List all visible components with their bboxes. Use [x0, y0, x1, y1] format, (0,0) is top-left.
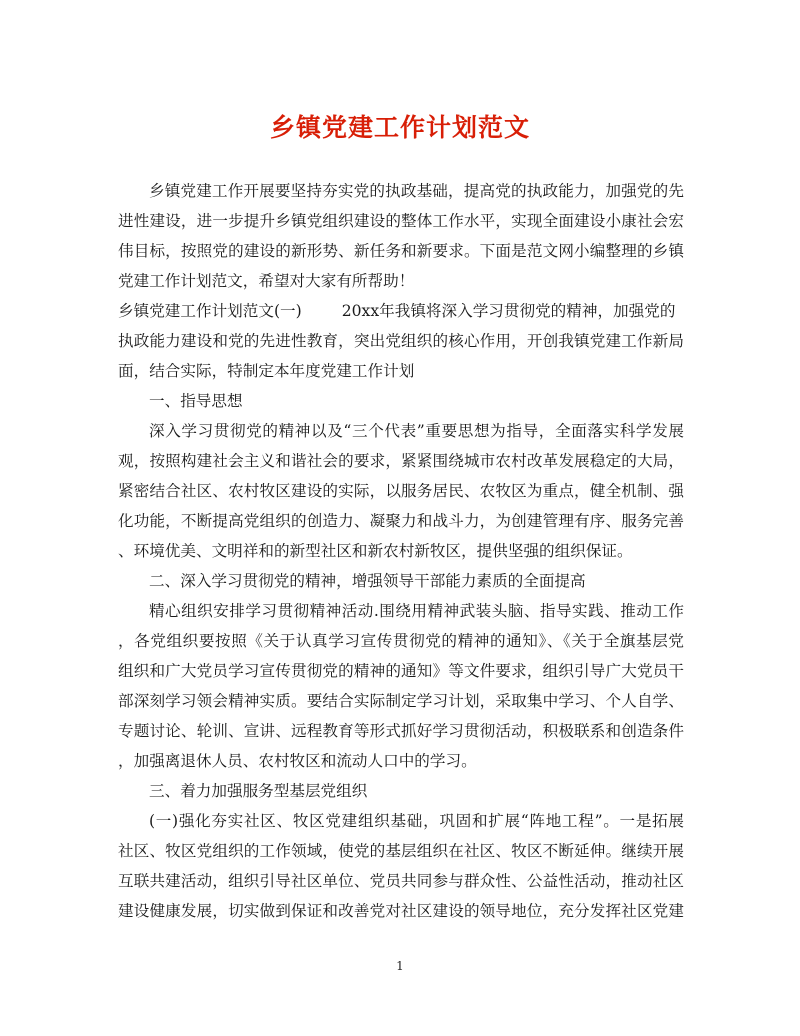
section-heading: 三、着力加强服务型基层党组织: [149, 782, 368, 800]
subtitle-line: [118, 296, 684, 326]
paragraph-line: ，各党组织要按照《关于认真学习宣传贯彻党的精神的通知》、《关于全旗基层党: [118, 632, 684, 650]
paragraph-line: (一)强化夯实社区、牧区党建组织基础，巩固和扩展“阵地工程”。一是拓展: [149, 812, 684, 830]
paragraph-line: 面，结合实际，特制定本年度党建工作计划: [118, 362, 415, 380]
section-subtitle: 乡镇党建工作计划范文(一): [118, 302, 302, 320]
paragraph-line: 深入学习贯彻党的精神以及“三个代表”重要思想为指导，全面落实科学发展: [149, 422, 684, 440]
paragraph-line: 专题讨论、轮训、宣讲、远程教育等形式抓好学习贯彻活动，积极联系和创造条件: [118, 722, 684, 740]
document-body: [118, 176, 684, 926]
paragraph-line: 乡镇党建工作开展要坚持夯实党的执政基础，提高党的执政能力，加强党的先: [149, 182, 684, 200]
paragraph-line: 组织和广大党员学习宣传贯彻党的精神的通知》等文件要求，组织引导广大党员干: [118, 662, 684, 680]
paragraph-line: 伟目标，按照党的建设的新形势、新任务和新要求。下面是范文网小编整理的乡镇: [118, 242, 684, 260]
section-heading: 一、指导思想: [149, 392, 243, 410]
page-number: 1: [396, 959, 404, 973]
paragraph-line: 部深刻学习领会精神实质。要结合实际制定学习计划，采取集中学习、个人自学、: [118, 692, 684, 710]
paragraph-line: 进性建设，进一步提升乡镇党组织建设的整体工作水平，实现全面建设小康社会宏: [118, 212, 684, 230]
paragraph-text: 20xx年我镇将深入学习贯彻党的精神，加强党的: [341, 302, 676, 320]
section-heading: 二、深入学习贯彻党的精神，增强领导干部能力素质的全面提高: [149, 572, 586, 590]
paragraph-line: 、环境优美、文明祥和的新型社区和新农村新牧区，提供坚强的组织保证。: [118, 542, 633, 560]
paragraph-line: 观，按照构建社会主义和谐社会的要求，紧紧围绕城市农村改革发展稳定的大局，: [118, 452, 684, 470]
paragraph-line: 精心组织安排学习贯彻精神活动.围绕用精神武装头脑、指导实践、推动工作: [149, 602, 684, 620]
paragraph-line: 党建工作计划范文，希望对大家有所帮助！: [118, 272, 415, 290]
paragraph-line: 互联共建活动，组织引导社区单位、党员共同参与群众性、公益性活动，推动社区: [118, 872, 684, 890]
document-title: 乡镇党建工作计划范文: [269, 113, 530, 142]
paragraph-line: 紧密结合社区、农村牧区建设的实际，以服务居民、农牧区为重点，健全机制、强: [118, 482, 684, 500]
paragraph-line: 化功能，不断提高党组织的创造力、凝聚力和战斗力，为创建管理有序、服务完善: [118, 512, 684, 530]
paragraph-line: 执政能力建设和党的先进性教育，突出党组织的核心作用，开创我镇党建工作新局: [118, 332, 684, 350]
paragraph-line: ，加强离退休人员、农村牧区和流动人口中的学习。: [118, 752, 477, 770]
paragraph-line: 建设健康发展，切实做到保证和改善党对社区建设的领导地位，充分发挥社区党建: [118, 902, 684, 920]
paragraph-line: 社区、牧区党组织的工作领域，使党的基层组织在社区、牧区不断延伸。继续开展: [118, 842, 684, 860]
